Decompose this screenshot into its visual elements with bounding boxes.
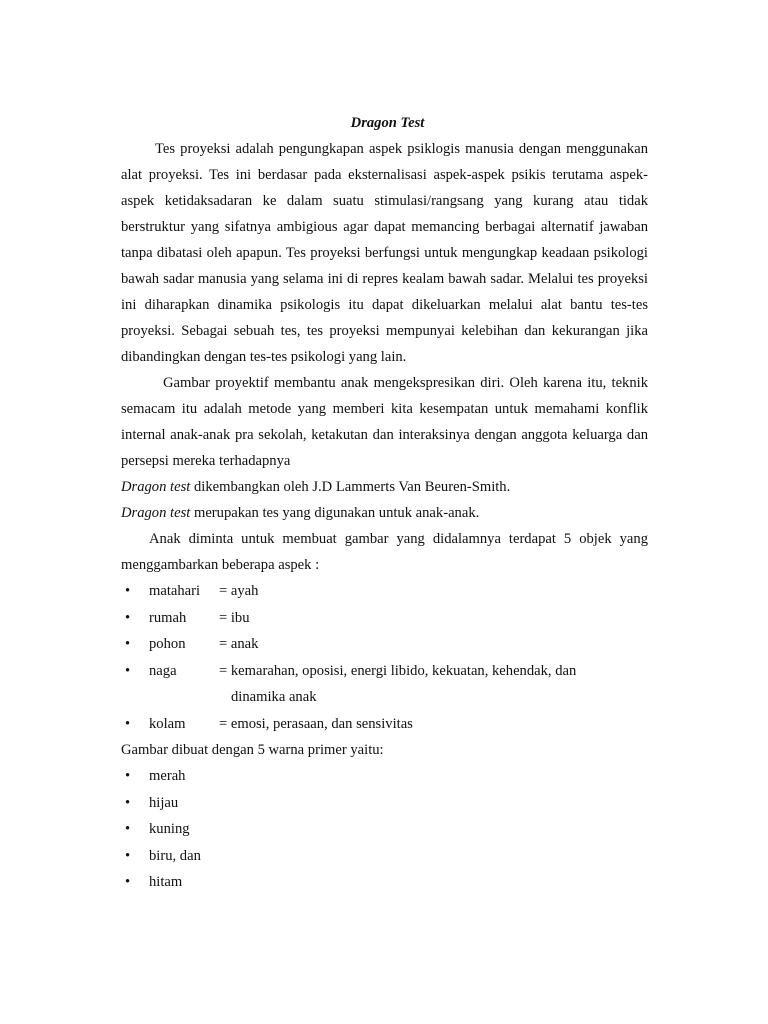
document-body [121, 110, 648, 896]
color-name: biru, dan [149, 847, 201, 864]
line-purpose [121, 500, 648, 526]
paragraph-projective: Gambar proyektif membantu anak mengekspresikan diri. Oleh karena itu, teknik semacam itu adalah metode yang memberi kita kesempatan untuk memahami konflik internal anak-anak pra sekolah, ketakutan dan interaksinya dengan anggota keluarga dan persepsi mereka terhadapnya [121, 375, 648, 469]
object-meaning-continued: dinamika anak [231, 689, 317, 705]
bullet-icon: • [125, 715, 131, 732]
color-name: merah [149, 768, 186, 784]
list-item-color [121, 816, 648, 843]
list-item-color [121, 843, 648, 870]
color-name: kuning [149, 821, 190, 837]
color-list [121, 763, 648, 896]
colors-intro: Gambar dibuat dengan 5 warna primer yaitu: [121, 742, 384, 758]
color-name: hitam [149, 874, 183, 890]
bullet-icon: • [125, 609, 131, 626]
bullet-icon: • [125, 821, 131, 837]
bullet-icon: • [125, 768, 131, 784]
paragraph-intro: Tes proyeksi adalah pengungkapan aspek psiklogis manusia dengan menggunakan alat proyeksi. Tes ini berdasar pada eksternalisasi aspek-aspek psikis terutama aspek-aspek ketidaksadaran ke dalam suatu stimulasi/rangsang yang kurang atau tidak berstruktur yang sifatnya ambigious agar dapat memancing berbagai alternatif jawaban tanpa dibatasi oleh apapun. Tes proyeksi berfungsi untuk mengungkap keadaan psikologi bawah sadar manusia yang selama ini di repres kealam bawah sadar. Melalui tes proyeksi ini diharapkan dinamika psikologis itu dapat dikeluarkan melalui alat bantu tes-tes proyeksi. Sebagai sebuah tes, tes proyeksi mempunyai kelebihan dan kekurangan jika dibandingkan dengan tes-tes psikologi yang lain. [121, 141, 648, 365]
object-meaning: = anak [219, 636, 259, 652]
object-term: rumah [149, 609, 187, 626]
object-term: naga [149, 662, 177, 679]
object-meaning: = ibu [219, 609, 250, 626]
object-term: kolam [149, 715, 186, 732]
list-item-pohon [121, 631, 648, 658]
paragraph-instructions: Anak diminta untuk membuat gambar yang didalamnya terdapat 5 objek yang menggambarkan beberapa aspek : [121, 531, 648, 573]
list-item-naga [121, 658, 648, 711]
list-item-matahari [121, 578, 648, 605]
bullet-icon: • [125, 662, 131, 679]
list-item-color [121, 790, 648, 817]
bullet-icon: • [125, 794, 131, 811]
bullet-icon: • [125, 583, 131, 599]
list-item-color [121, 869, 648, 896]
bullet-icon: • [125, 874, 131, 890]
object-meaning: = ayah [219, 583, 259, 599]
object-meaning: = kemarahan, oposisi, energi libido, kekuatan, kehendak, dan [219, 662, 577, 679]
object-meaning-block [219, 658, 644, 711]
object-list [121, 578, 648, 737]
bullet-icon: • [125, 847, 131, 864]
line-purpose-text: merupakan tes yang digunakan untuk anak-anak. [190, 505, 480, 521]
object-term: pohon [149, 636, 186, 652]
color-name: hijau [149, 794, 179, 811]
object-term: matahari [149, 583, 201, 599]
line-developer [121, 474, 648, 500]
list-item-kolam [121, 711, 648, 738]
list-item-rumah [121, 605, 648, 632]
line-developer-text: dikembangkan oleh J.D Lammerts Van Beuren-Smith. [190, 479, 511, 495]
term-dragon-test: Dragon test [121, 505, 191, 521]
term-dragon-test: Dragon test [121, 479, 191, 495]
bullet-icon: • [125, 636, 131, 652]
list-item-color [121, 763, 648, 790]
object-meaning: = emosi, perasaan, dan sensivitas [219, 715, 413, 732]
document-title: Dragon Test [350, 115, 425, 131]
